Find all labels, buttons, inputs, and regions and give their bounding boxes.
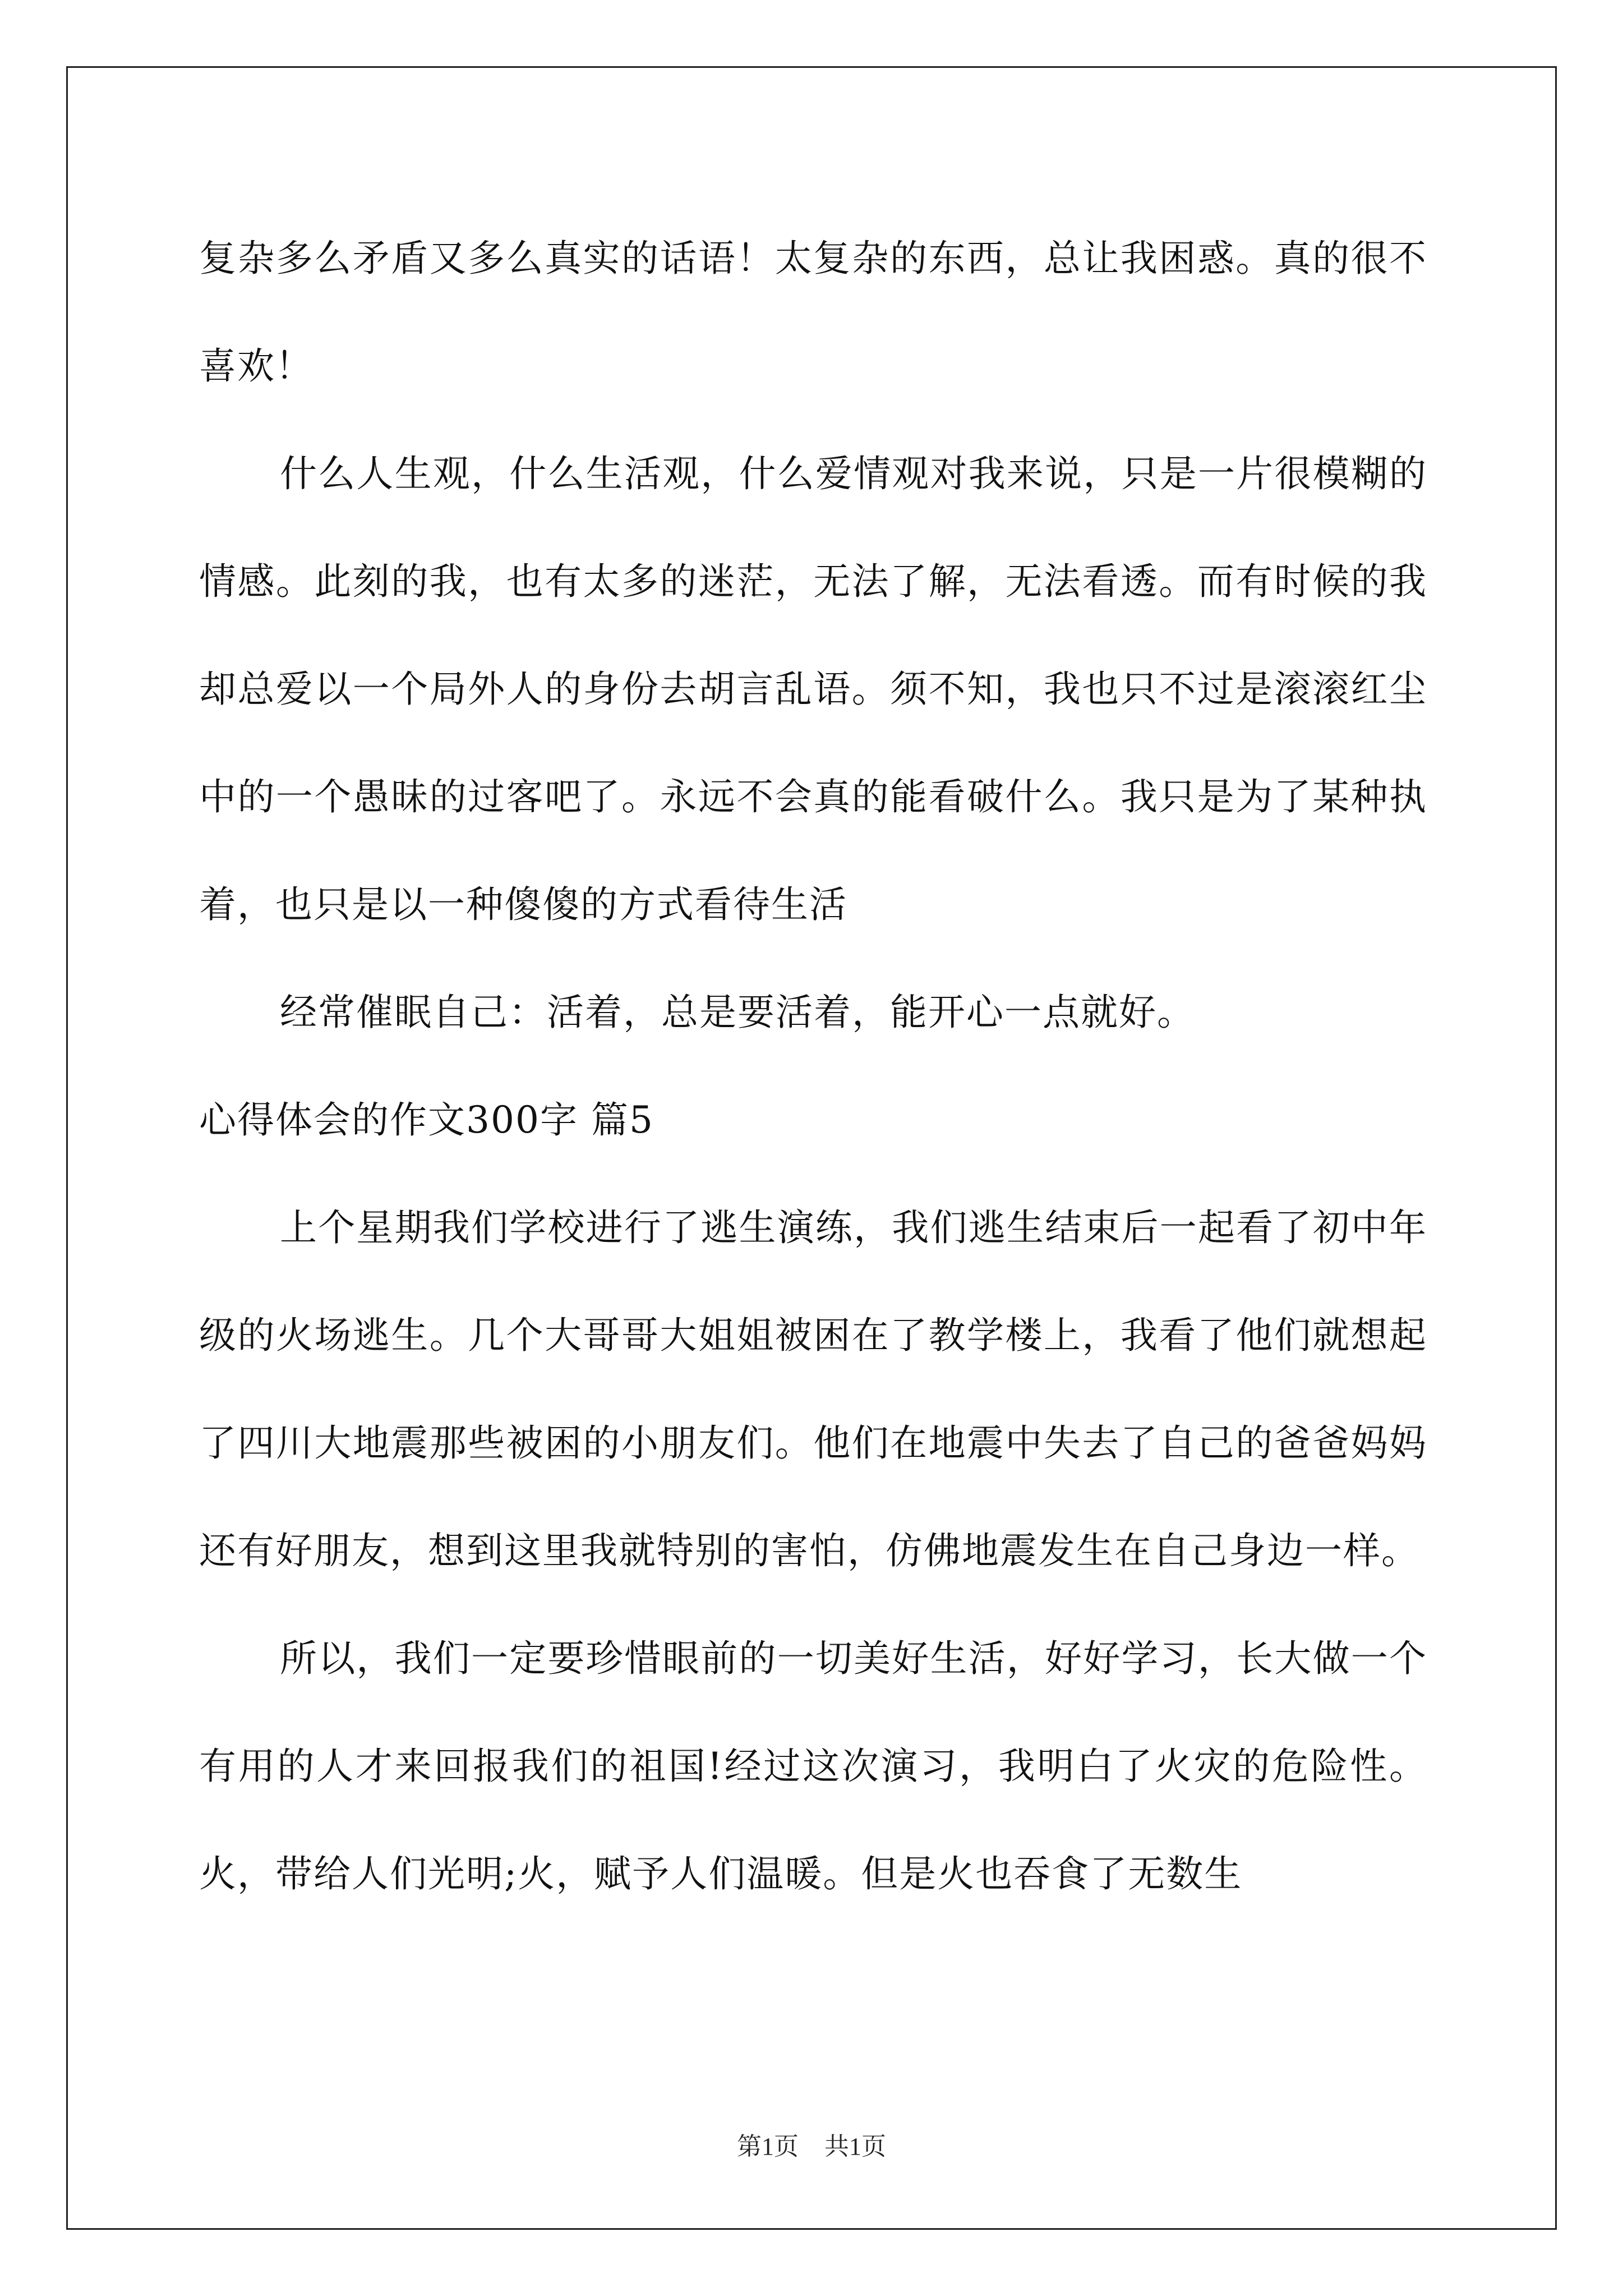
paragraph-worldview: 什么人生观，什么生活观，什么爱情观对我来说，只是一片很模糊的情感。此刻的我，也有太多的迷茫，无法了解，无法看透。而有时候的我却总爱以一个局外人的身份去胡言乱语。须不知，我也只不过是滚滚红尘中的一个愚昧的过客吧了。永远不会真的能看破什么。我只是为了某种执着，也只是以一种傻傻的方式看待生活 (199, 452, 1427, 926)
paragraph-escape-drill: 上个星期我们学校进行了逃生演练，我们逃生结束后一起看了初中年级的火场逃生。几个大哥哥大姐姐被困在了教学楼上，我看了他们就想起了四川大地震那些被困的小朋友们。他们在地震中失去了自己的爸爸妈妈还有好朋友，想到这里我就特别的害怕，仿佛地震发生在自己身边一样。 (199, 1206, 1427, 1572)
paragraph-self-hypnosis: 经常催眠自己：活着，总是要活着，能开心一点就好。 (280, 991, 1195, 1034)
paragraph-cherish-life: 所以，我们一定要珍惜眼前的一切美好生活，好好学习，长大做一个有用的人才来回报我们的祖国!经过这次演习，我明白了火灾的危险性。火，带给人们光明;火，赋予人们温暖。但是火也吞食了无数生 (199, 1637, 1427, 1895)
paragraph-continuation: 复杂多么矛盾又多么真实的话语！太复杂的东西，总让我困惑。真的很不喜欢！ (199, 237, 1427, 388)
page-total: 共1页 (824, 2133, 886, 2160)
page-footer (0, 2126, 1623, 2162)
document-body (199, 205, 1427, 1928)
page-number: 第1页 (737, 2133, 799, 2160)
section-heading: 心得体会的作文300字 篇5 (199, 1098, 654, 1142)
